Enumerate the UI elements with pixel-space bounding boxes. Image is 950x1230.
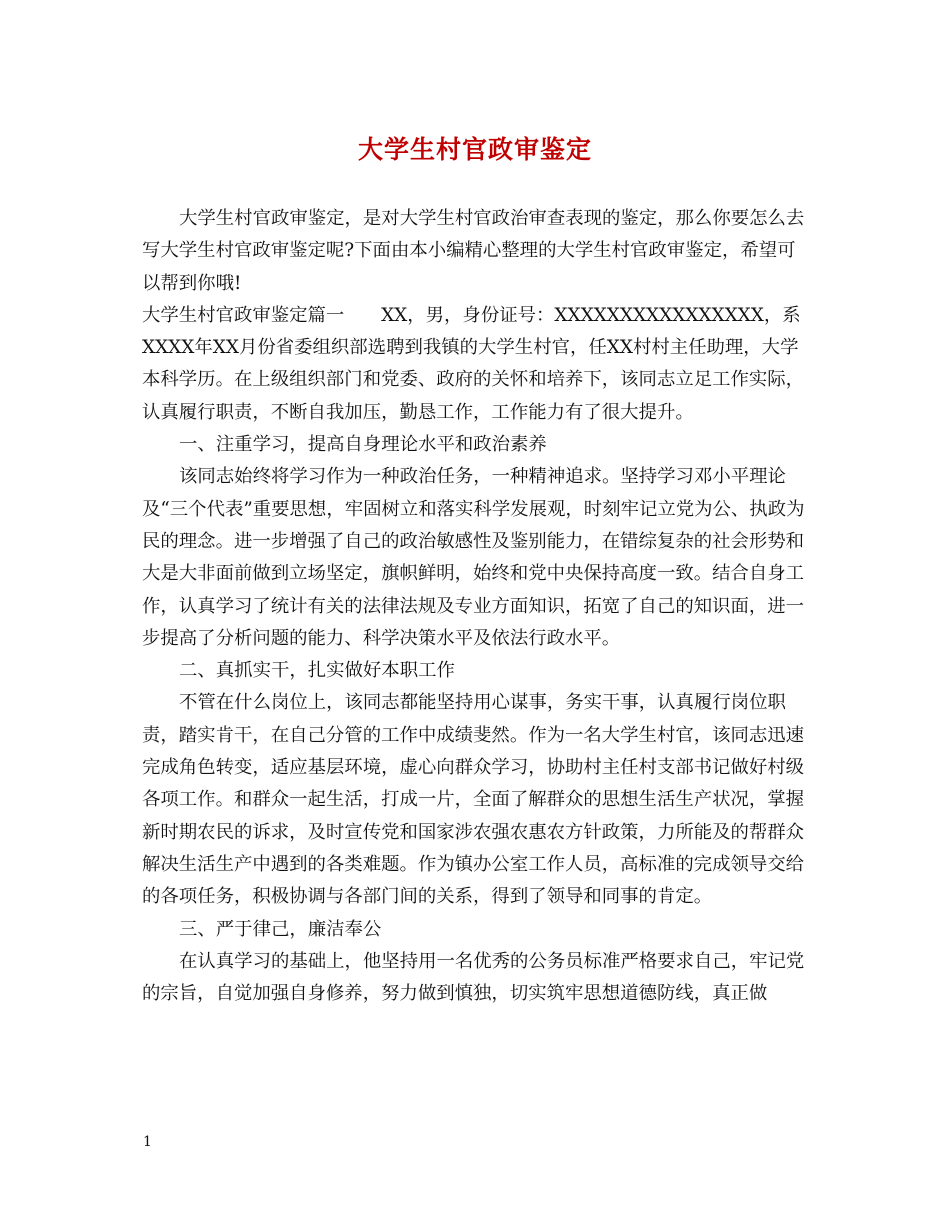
paragraph-discipline: 在认真学习的基础上，他坚持用一名优秀的公务员标准严格要求自己，牢记党的宗旨，自觉加强自身修养，努力做到慎独，切实筑牢思想道德防线，真正做 <box>142 950 805 1005</box>
section-heading-3: 三、严于律己，廉洁奉公 <box>179 918 382 940</box>
paragraph-basic-info: 大学生村官政审鉴定篇一 XX，男，身份证号：XXXXXXXXXXXXXXXX，系XXXX年XX月份省委组织部选聘到我镇的大学生村官，任XX村村主任助理，大学本科学历。在上级组织部门和党委、政府的关怀和培养下，该同志立足工作实际，认真履行职责，不断自我加压，勤恳工作，工作能力有了很大提升。 <box>142 304 805 423</box>
section-heading-2: 二、真抓实干，扎实做好本职工作 <box>179 660 455 682</box>
document-body <box>142 203 810 1010</box>
document-title: 大学生村官政审鉴定 <box>357 135 592 164</box>
paragraph-work: 不管在什么岗位上，该同志都能坚持用心谋事，务实干事，认真履行岗位职责，踏实肯干，在自己分管的工作中成绩斐然。作为一名大学生村官，该同志迅速完成角色转变，适应基层环境，虚心向群众学习，协助村主任村支部书记做好村级各项工作。和群众一起生活，打成一片，全面了解群众的思想生活生产状况，掌握新时期农民的诉求，及时宣传党和国家涉农强农惠农方针政策，力所能及的帮群众解决生活生产中遇到的各类难题。作为镇办公室工作人员，高标准的完成领导交给的各项任务，积极协调与各部门间的关系，得到了领导和同事的肯定。 <box>142 692 805 908</box>
paragraph-intro: 大学生村官政审鉴定，是对大学生村官政治审查表现的鉴定，那么你要怎么去写大学生村官政审鉴定呢?下面由本小编精心整理的大学生村官政审鉴定，希望可以帮到你哦! <box>142 208 805 294</box>
paragraph-study: 该同志始终将学习作为一种政治任务，一种精神追求。坚持学习邓小平理论及“三个代表”重要思想，牢固树立和落实科学发展观，时刻牢记立党为公、执政为民的理念。进一步增强了自己的政治敏感性及鉴别能力，在错综复杂的社会形势和大是大非面前做到立场坚定，旗帜鲜明，始终和党中央保持高度一致。结合自身工作，认真学习了统计有关的法律法规及专业方面知识，拓宽了自己的知识面，进一步提高了分析问题的能力、科学决策水平及依法行政水平。 <box>142 466 805 649</box>
page-number: 1 <box>143 1134 152 1150</box>
section-heading-1: 一、注重学习，提高自身理论水平和政治素养 <box>179 434 547 456</box>
